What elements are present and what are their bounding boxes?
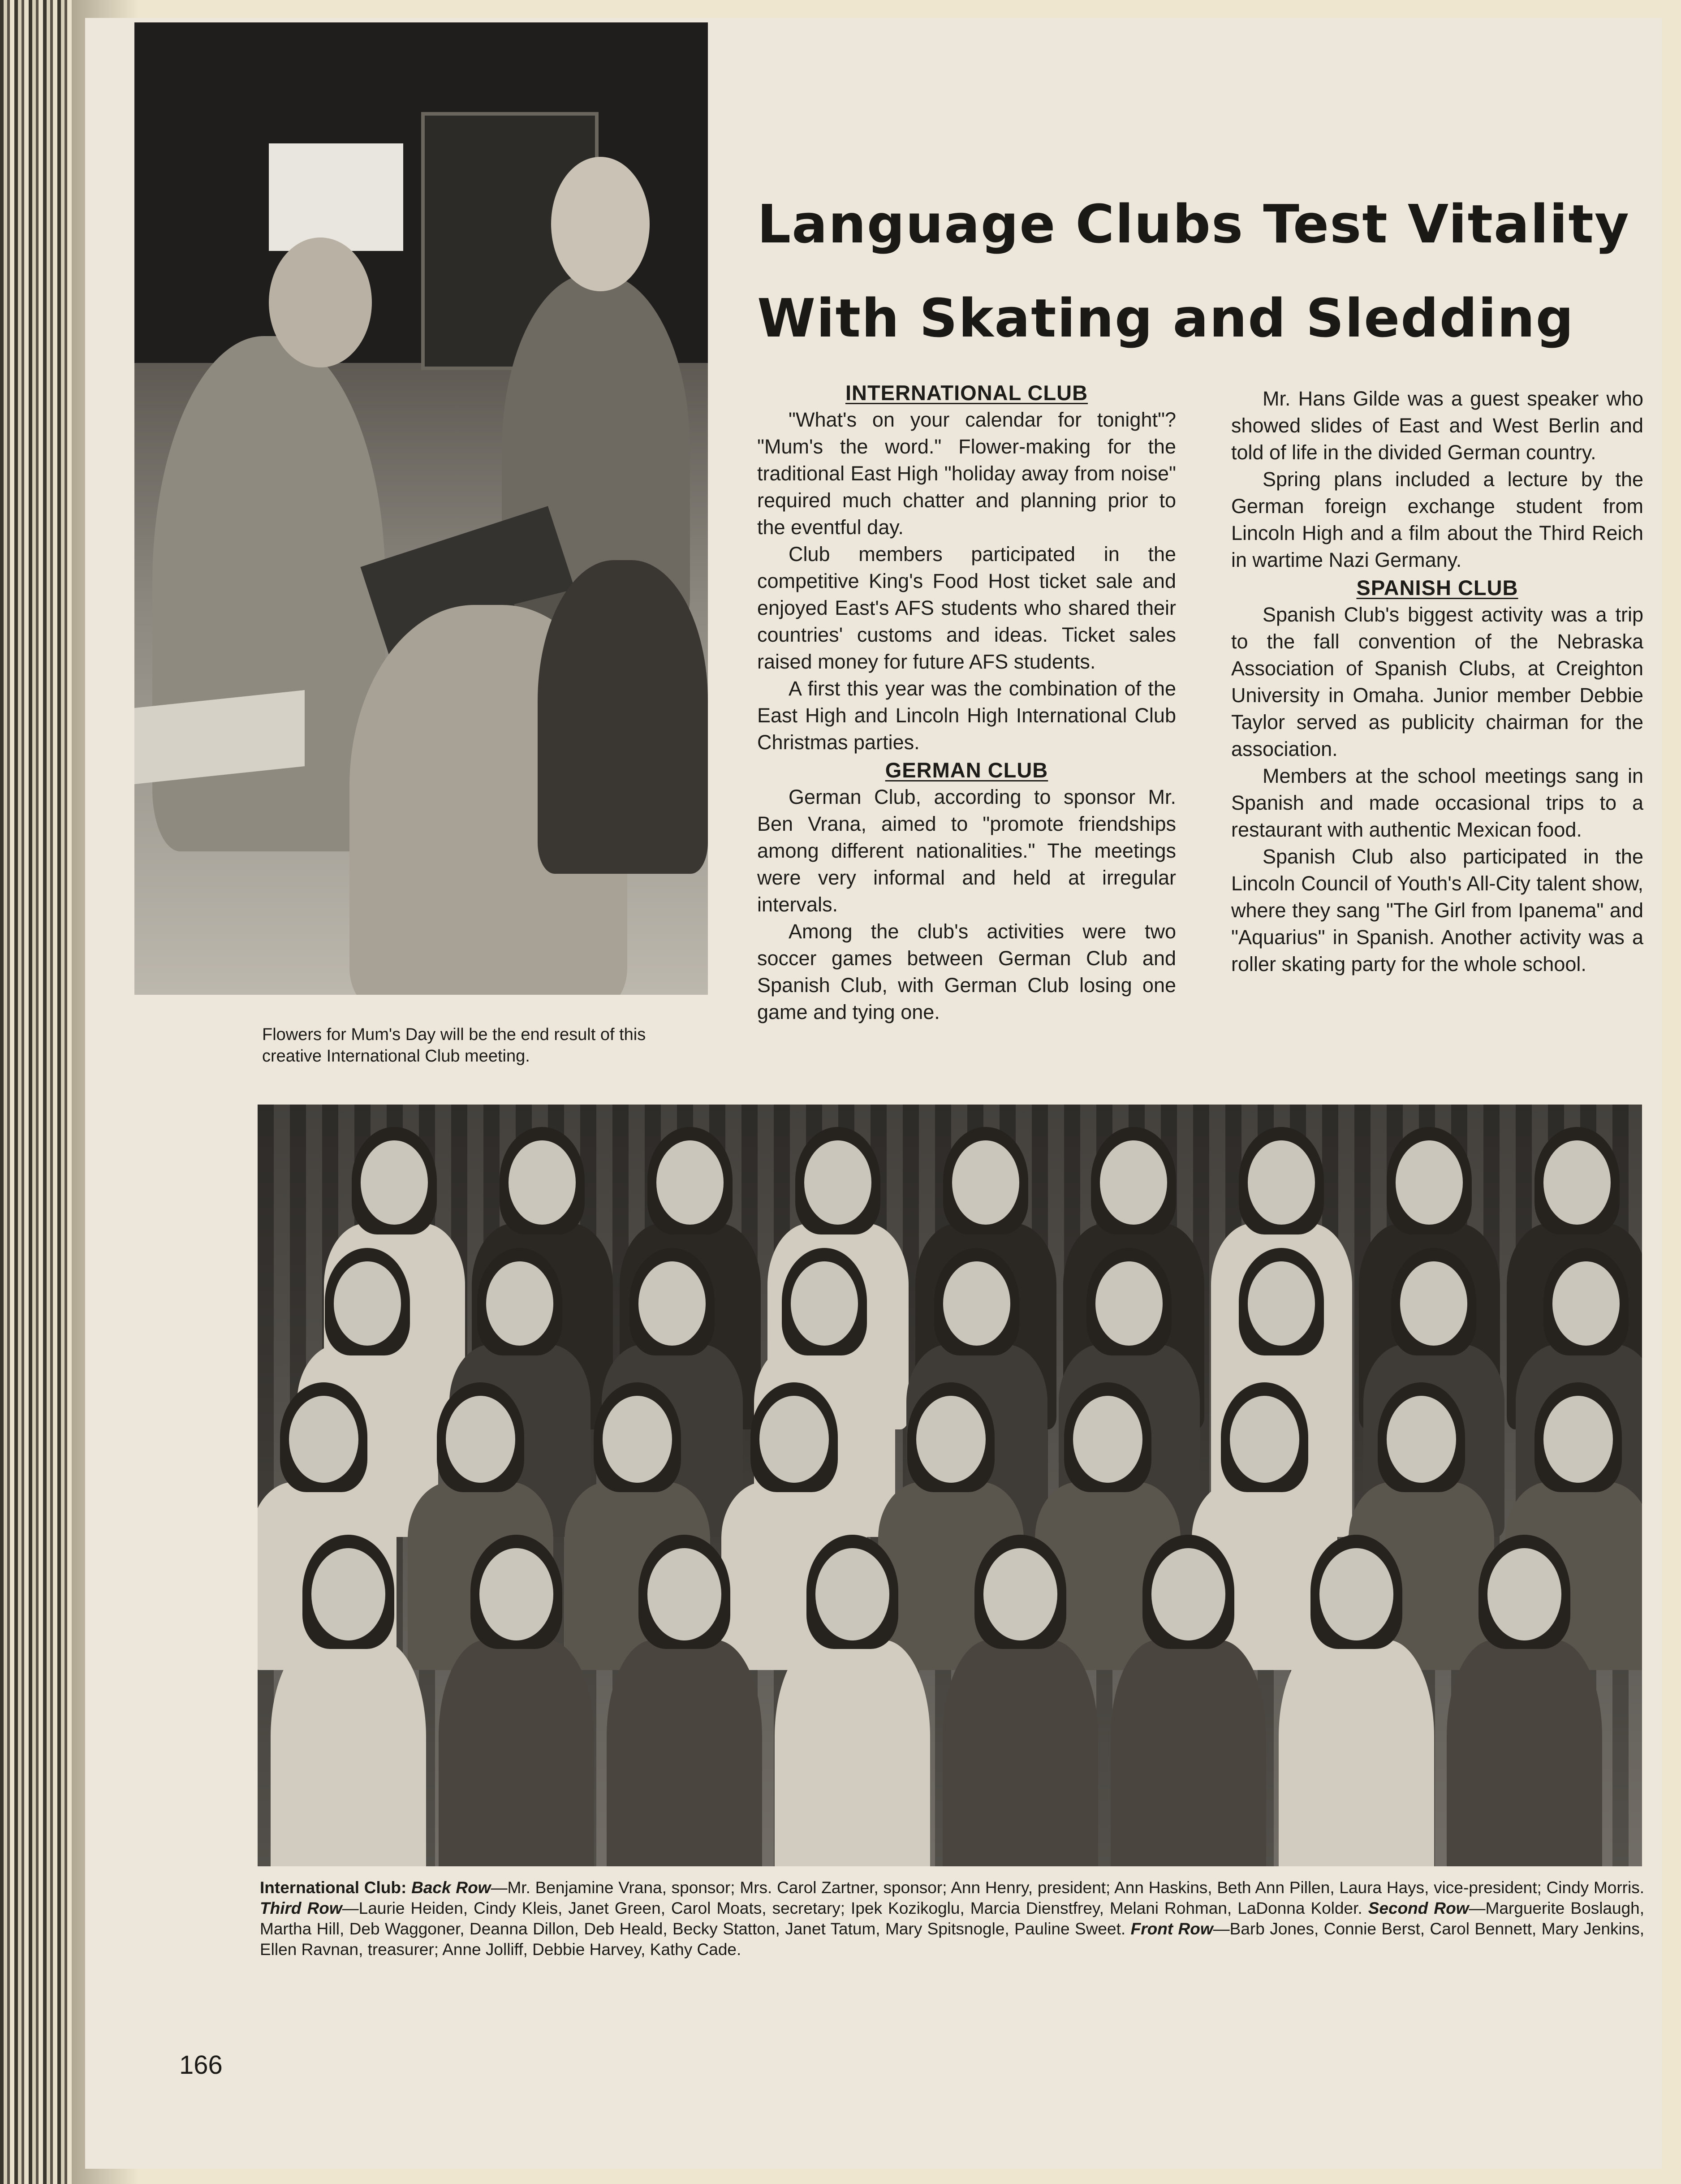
caption-second-row-names: —Marguerite Boslaugh, Martha Hill, Deb Waggoner, Deanna Dillon, Deb Heald, Becky Statton, Janet Tatum, Mary Spitsnogle, Pauline Sweet. [260, 1899, 1645, 1938]
spanish-club-heading: SPANISH CLUB [1356, 576, 1518, 600]
caption-back-row-names: —Mr. Benjamine Vrana, sponsor; Mrs. Carol Zartner, sponsor; Ann Henry, president; Ann Haskins, Beth Ann Pillen, Laura Hays, vice-president; Cindy Morris. [491, 1878, 1644, 1897]
international-club-heading: INTERNATIONAL CLUB [845, 381, 1088, 405]
headline-line-1: Language Clubs Test Vitality [757, 193, 1630, 255]
person-face [446, 1396, 515, 1483]
caption-third-row-names: —Laurie Heiden, Cindy Kleis, Janet Green, Carol Moats, secretary; Ipek Kozikoglu, Marcia Dienstfrey, Melani Rohman, LaDonna Kolder. [342, 1899, 1362, 1917]
person-face [656, 1140, 724, 1225]
caption-third-row-label: Third Row [260, 1899, 342, 1917]
person-face [1543, 1396, 1613, 1483]
person-face [1552, 1261, 1620, 1346]
classroom-photo-caption: Flowers for Mum's Day will be the end result of this creative International Club meeting. [262, 1025, 646, 1066]
caption-second-row-label: Second Row [1368, 1899, 1469, 1917]
person-face [311, 1548, 385, 1640]
german-club-paragraph: Mr. Hans Gilde was a guest speaker who showed slides of East and West Berlin and told of life in the divided German country. [1231, 387, 1643, 464]
photo-foreground-girl-2 [538, 560, 708, 874]
person-face [361, 1140, 428, 1225]
german-club-paragraph: German Club, according to sponsor Mr. Ben Vrana, aimed to "promote friendships among different nationalities." The meetings were very informal and held at irregular intervals. [757, 786, 1176, 916]
person-face [943, 1261, 1010, 1346]
person-face [1230, 1396, 1299, 1483]
headline-line-2: With Skating and Sledding [757, 287, 1575, 349]
person-face [1100, 1140, 1167, 1225]
text-column-2 [1231, 385, 1643, 978]
person-face [1487, 1548, 1561, 1640]
photo-girl-left-head [269, 237, 372, 367]
person-face [1248, 1261, 1315, 1346]
book-spine [0, 0, 72, 2184]
person-body [1111, 1640, 1266, 1867]
page-number: 166 [179, 2050, 223, 2080]
person-body [943, 1640, 1098, 1867]
person-face [1319, 1548, 1393, 1640]
person-face [1387, 1396, 1456, 1483]
caption-lead: International Club: [260, 1878, 407, 1897]
person-face [1073, 1396, 1142, 1483]
spanish-club-paragraph: Spanish Club's biggest activity was a trip to the fall convention of the Nebraska Association of Spanish Clubs, at Creighton University in Omaha. Junior member Debbie Taylor served as publicity chairman for the association. [1231, 603, 1643, 760]
person-face [603, 1396, 672, 1483]
person-face [289, 1396, 358, 1483]
text-column-1 [757, 379, 1176, 1026]
person-body [439, 1640, 594, 1867]
spanish-club-paragraph: Spanish Club also participated in the Lincoln Council of Youth's All-City talent show, where they sang "The Girl from Ipanema" and "Aquarius" in Spanish. Another activity was a roller skating party for the whole school. [1231, 845, 1643, 975]
person-face [916, 1396, 986, 1483]
person-body [1447, 1640, 1602, 1867]
international-club-paragraph: A first this year was the combination of the East High and Lincoln High International Club Christmas parties. [757, 677, 1176, 754]
person-face [647, 1548, 721, 1640]
person-face [1396, 1140, 1463, 1225]
group-photo [258, 1105, 1642, 1866]
person-face [638, 1261, 706, 1346]
group-photo-caption [260, 1878, 1644, 1960]
person-face [509, 1140, 576, 1225]
person-face [1400, 1261, 1467, 1346]
person-body [1279, 1640, 1434, 1867]
person-face [804, 1140, 871, 1225]
person-face [952, 1140, 1019, 1225]
person-face [815, 1548, 889, 1640]
photo-window [269, 143, 403, 251]
photo-girl-right-head [551, 157, 650, 291]
person-face [1248, 1140, 1315, 1225]
caption-back-row-label: Back Row [411, 1878, 491, 1897]
international-club-paragraph: "What's on your calendar for tonight"? "Mum's the word." Flower-making for the traditional East High "holiday away from noise" required much chatter and planning prior to the eventful day. [757, 408, 1176, 539]
german-club-paragraph: Among the club's activities were two soccer games between German Club and Spanish Club, with German Club losing one game and tying one. [757, 920, 1176, 1023]
caption-front-row-names: —Barb Jones, Connie Berst, Carol Bennett, Mary Jenkins, Ellen Ravnan, treasurer; Anne Jolliff, Debbie Harvey, Kathy Cade. [260, 1920, 1645, 1959]
person-face [759, 1396, 829, 1483]
classroom-photo [134, 22, 708, 995]
person-face [1543, 1140, 1611, 1225]
german-club-paragraph: Spring plans included a lecture by the German foreign exchange student from Lincoln High and a film about the Third Reich in wartime Nazi Germany. [1231, 468, 1643, 571]
spanish-club-paragraph: Members at the school meetings sang in Spanish and made occasional trips to a restaurant with authentic Mexican food. [1231, 764, 1643, 841]
international-club-paragraph: Club members participated in the competitive King's Food Host ticket sale and enjoyed East's AFS students who shared their countries' customs and ideas. Ticket sales raised money for future AFS students. [757, 543, 1176, 673]
person-face [791, 1261, 858, 1346]
caption-front-row-label: Front Row [1130, 1920, 1213, 1938]
german-club-heading: GERMAN CLUB [885, 758, 1048, 782]
person-body [271, 1640, 426, 1867]
person-face [486, 1261, 553, 1346]
person-face [1151, 1548, 1225, 1640]
page-headline [757, 177, 1667, 365]
person-face [1095, 1261, 1163, 1346]
person-face [479, 1548, 553, 1640]
person-body [607, 1640, 762, 1867]
person-body [775, 1640, 930, 1867]
person-face [334, 1261, 401, 1346]
person-face [983, 1548, 1057, 1640]
